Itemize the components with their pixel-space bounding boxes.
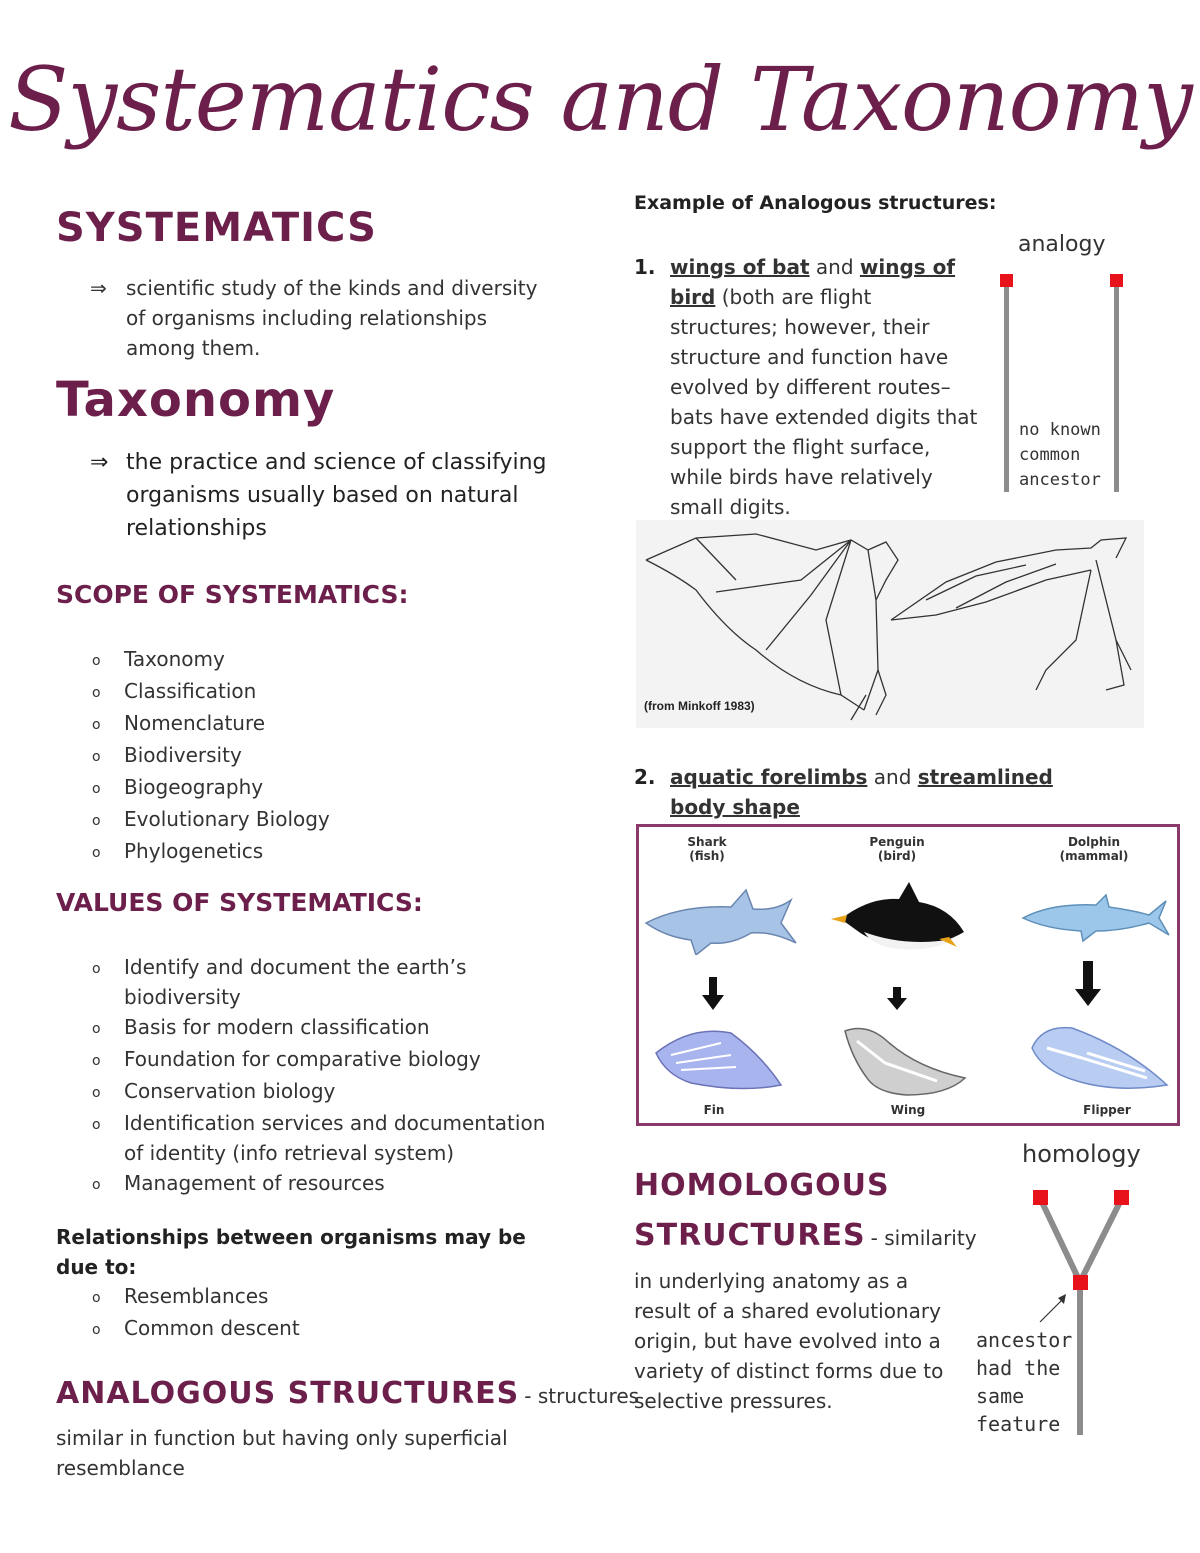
- analogy-label: analogy: [1018, 232, 1106, 257]
- scope-list: [92, 644, 552, 868]
- systematics-heading: SYSTEMATICS: [56, 205, 377, 251]
- shark-label: Shark (fish): [687, 835, 727, 863]
- aquatic-figure: [636, 824, 1180, 1126]
- list-item: o Evolutionary Biology: [92, 807, 330, 831]
- page-title: Systematics and Taxonomy: [8, 48, 1192, 151]
- values-heading: VALUES OF SYSTEMATICS:: [56, 888, 423, 917]
- list-item: o Basis for modern classification: [92, 1015, 430, 1039]
- list-item: o Identification services and documentation of identity (info retrieval system): [92, 1111, 546, 1165]
- analogous-heading: ANALOGOUS STRUCTURES: [56, 1376, 520, 1411]
- homologous-definition: in underlying anatomy as a result of a shared evolutionary origin, but have evolved into a variety of distinct forms due to selective pressures.: [634, 1269, 944, 1413]
- relationships-heading: Relationships between organisms may be due to:: [56, 1225, 526, 1279]
- homology-node-left: [1033, 1190, 1048, 1205]
- homologous-heading-line2: STRUCTURES: [634, 1218, 866, 1253]
- homology-label: homology: [1022, 1140, 1141, 1168]
- analogous-definition: similar in function but having only superficial resemblance: [56, 1426, 508, 1480]
- homologous-heading-line1: HOMOLOGOUS: [634, 1168, 890, 1203]
- list-item: o Management of resources: [92, 1171, 385, 1195]
- values-list: [92, 952, 562, 1200]
- down-arrow-icon: [702, 977, 724, 1011]
- list-item: o Foundation for comparative biology: [92, 1047, 481, 1071]
- fin-icon: [651, 1025, 786, 1097]
- list-item: o Taxonomy: [92, 647, 225, 671]
- bird-wing-drawing: [891, 538, 1131, 690]
- taxonomy-definition: ⇒ the practice and science of classifying organisms usually based on natural relationships: [90, 446, 560, 545]
- systematics-definition: ⇒ scientific study of the kinds and diversity of organisms including relationships among them.: [90, 273, 560, 363]
- taxonomy-heading: Taxonomy: [56, 372, 336, 428]
- list-item: o Classification: [92, 679, 257, 703]
- homology-diagram: [970, 1140, 1170, 1440]
- example-item-2: 2. aquatic forelimbs and streamlined body shape: [634, 765, 1053, 819]
- bat-bird-figure: [636, 520, 1144, 728]
- wing-label: Wing: [890, 1103, 926, 1117]
- example-item-1: 1. wings of bat and wings of bird (both are flight structures; however, their structure and function have evolved by different routes– bats have extended digits that support the flight surface, while birds have relatively small digits.: [634, 255, 978, 519]
- relationships-list: [92, 1281, 552, 1345]
- analogy-diagram: [1000, 232, 1140, 497]
- homologous-heading-block: [634, 1166, 964, 1206]
- penguin-icon: [829, 877, 969, 967]
- penguin-label: Penguin (bird): [869, 835, 925, 863]
- example-heading: Example of Analogous structures:: [634, 192, 997, 214]
- analogy-node-right: [1110, 274, 1123, 287]
- figure-caption: (from Minkoff 1983): [644, 699, 755, 713]
- homology-node-ancestor: [1073, 1275, 1088, 1290]
- list-item: o Biogeography: [92, 775, 264, 799]
- bat-wing-drawing: [646, 534, 898, 720]
- analogy-node-left: [1000, 274, 1013, 287]
- flipper-icon: [1027, 1023, 1172, 1095]
- fin-label: Fin: [703, 1103, 725, 1117]
- pointer-arrow-icon: [1040, 1298, 1064, 1322]
- list-item: o Biodiversity: [92, 743, 242, 767]
- arrow-icon: ⇒: [90, 276, 107, 300]
- list-item: o Identify and document the earth’s biodiversity: [92, 955, 467, 1009]
- list-item: o Nomenclature: [92, 711, 266, 735]
- scope-heading: SCOPE OF SYSTEMATICS:: [56, 580, 409, 609]
- list-item: o Common descent: [92, 1316, 300, 1340]
- shark-icon: [641, 885, 801, 955]
- analogous-heading-row: ANALOGOUS STRUCTURES - structures: [56, 1376, 640, 1411]
- dolphin-label: Dolphin (mammal): [1059, 835, 1129, 863]
- down-arrow-icon: [1075, 961, 1101, 1007]
- list-item: o Resemblances: [92, 1284, 269, 1308]
- bat-bird-drawing: [636, 520, 1144, 728]
- flipper-label: Flipper: [1083, 1103, 1131, 1117]
- list-item: o Conservation biology: [92, 1079, 336, 1103]
- analogy-stem-left: [1004, 280, 1009, 492]
- dolphin-icon: [1021, 893, 1171, 943]
- homology-node-right: [1114, 1190, 1129, 1205]
- down-arrow-icon: [887, 987, 907, 1011]
- arrow-icon: ⇒: [90, 450, 109, 475]
- homologous-heading-row: STRUCTURES - similarity: [634, 1218, 977, 1253]
- analogy-note: no known common ancestor: [1019, 420, 1101, 490]
- homology-note: ancestor had the same feature: [976, 1328, 1073, 1436]
- list-item: o Phylogenetics: [92, 839, 264, 863]
- wing-icon: [837, 1023, 972, 1099]
